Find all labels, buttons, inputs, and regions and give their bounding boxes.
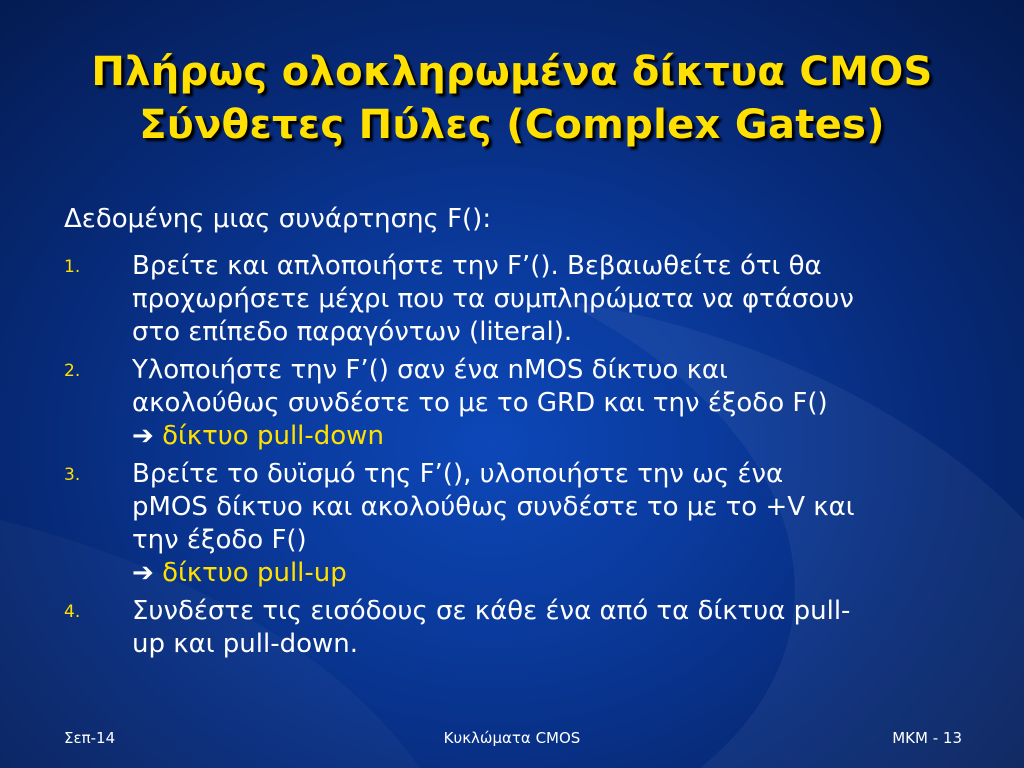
footer-date: Σεπ-14 (64, 729, 116, 747)
list-item-text: ακολούθως συνδέστε το με το GRD και την έξοδο F() (132, 388, 828, 418)
list-item (64, 354, 1004, 453)
slide-title-line-1: Πλήρως ολοκληρωμένα δίκτυα CMOS (91, 49, 933, 95)
footer-topic: Κυκλώματα CMOS (443, 729, 581, 747)
list-item-conclusion (132, 420, 1004, 453)
list-item-text: Συνδέστε τις εισόδους σε κάθε ένα από τα δίκτυα pull- (132, 596, 851, 626)
slide-title (0, 46, 1024, 152)
list-item (64, 595, 1004, 661)
list-item-text: pMOS δίκτυο και ακολούθως συνδέστε το με το +V και (132, 492, 855, 522)
list-item-text: την έξοδο F() (132, 525, 307, 555)
list-item-text: Υλοποιήστε την F’() σαν ένα nMOS δίκτυο και (132, 355, 728, 385)
list-item-number: 2. (64, 361, 81, 381)
highlight-pull-up: δίκτυο pull-up (162, 558, 347, 588)
list-item (64, 458, 1004, 590)
slide-title-line-2: Σύνθετες Πύλες (Complex Gates) (139, 102, 885, 148)
list-item-text: Βρείτε το δυϊσμό της F’(), υλοποιήστε την ως ένα (132, 459, 784, 489)
list-item-text: Βρείτε και απλοποιήστε την F’(). Βεβαιωθείτε ότι θα (132, 251, 822, 281)
list-item-conclusion (132, 557, 1004, 590)
arrow-right-icon: ➔ (132, 421, 154, 451)
steps-list (64, 250, 1004, 666)
list-item-text: προχωρήσετε μέχρι που τα συμπληρώματα να φτάσουν (132, 284, 854, 314)
arrow-right-icon: ➔ (132, 558, 154, 588)
list-item-number: 1. (64, 257, 81, 277)
list-item-number: 4. (64, 602, 81, 622)
footer-page-number: MKM - 13 (892, 729, 962, 747)
list-item (64, 250, 1004, 349)
list-item-text: στο επίπεδο παραγόντων (literal). (132, 317, 573, 347)
intro-text: Δεδομένης μιας συνάρτησης F(): (64, 204, 492, 234)
highlight-pull-down: δίκτυο pull-down (162, 421, 384, 451)
list-item-text: up και pull-down. (132, 629, 359, 659)
list-item-number: 3. (64, 465, 81, 485)
